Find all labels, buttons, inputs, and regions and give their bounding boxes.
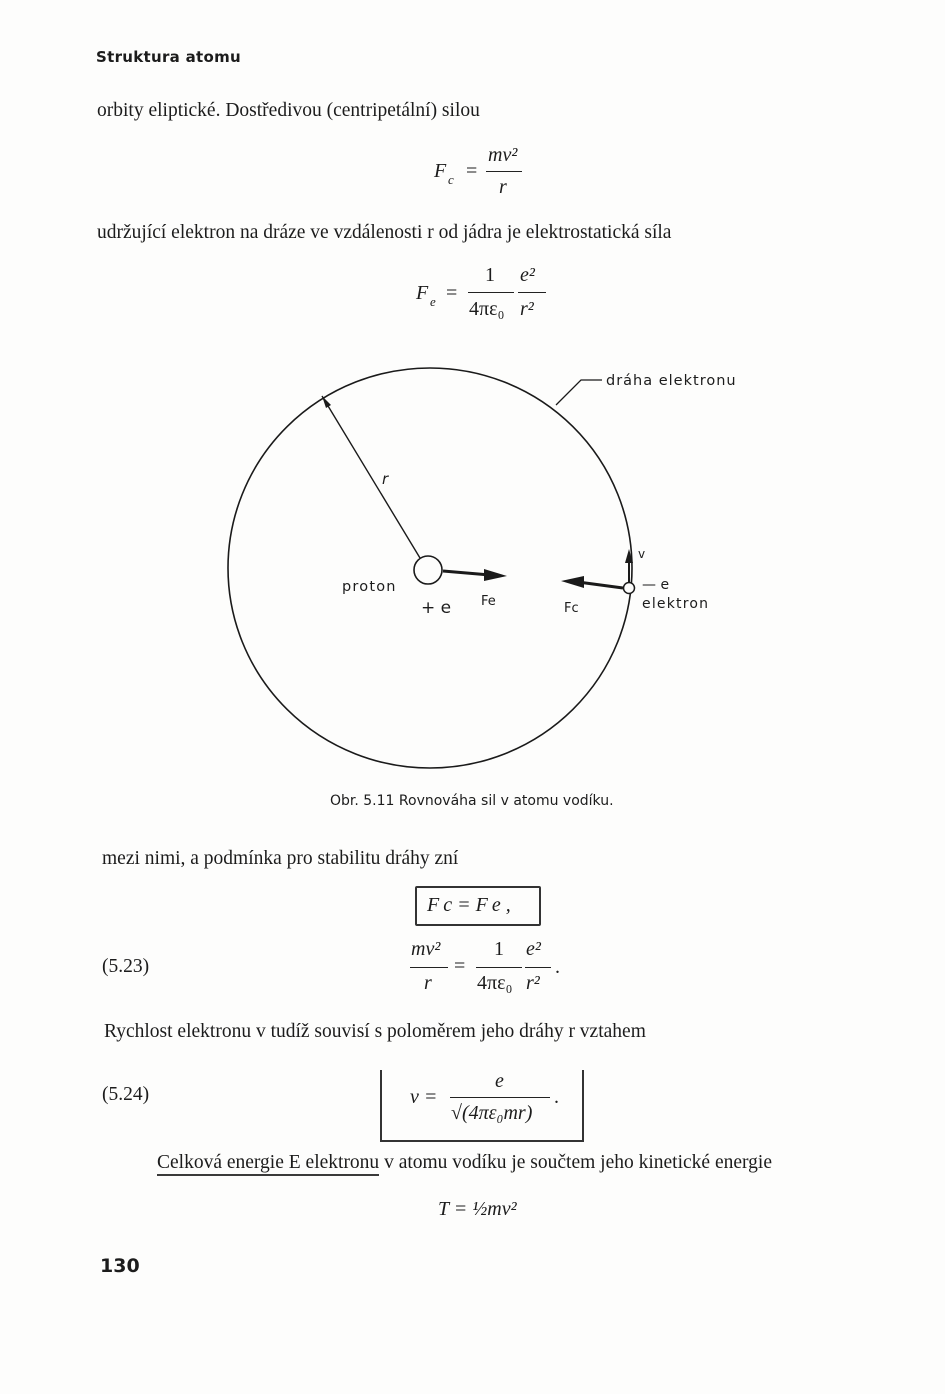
running-head: Struktura atomu xyxy=(96,48,242,66)
label-plus-e: + e xyxy=(421,598,452,618)
electron-circle xyxy=(624,583,635,594)
radius-line xyxy=(322,396,420,558)
page-number: 130 xyxy=(100,1255,140,1277)
fc-arrow-shaft xyxy=(578,582,623,588)
eq523-num3: e² xyxy=(526,938,541,960)
paragraph-5-rest: v atomu vodíku je součtem jeho kinetické energie xyxy=(379,1152,772,1173)
eq-5-24-label: (5.24) xyxy=(102,1084,150,1105)
orbit-label-leader xyxy=(556,380,602,405)
paragraph-1: orbity eliptické. Dostředivou (centripetální) silou xyxy=(97,100,480,121)
eq523-period: . xyxy=(555,956,560,978)
figure-hydrogen-atom xyxy=(0,350,945,790)
eq-fe-bar2 xyxy=(518,292,546,293)
equation-centripetal xyxy=(428,144,538,200)
eq-fc-lhs-sub: c xyxy=(448,172,454,187)
eq523-equals: = xyxy=(454,955,466,977)
eq523-num2: 1 xyxy=(494,938,504,960)
fc-arrowhead xyxy=(561,576,584,588)
eq523-den2: 4πε₀ xyxy=(477,972,513,994)
eq-fe-den1: 4πε₀ xyxy=(469,298,505,320)
eq523-den3: r² xyxy=(526,972,540,994)
eq-fe-den2: r² xyxy=(520,298,534,320)
label-minus-e: — e xyxy=(642,577,670,593)
eq523-bar2 xyxy=(476,967,522,968)
eq524-lhs: v = xyxy=(410,1086,438,1108)
eq524-numerator: e xyxy=(495,1070,504,1092)
radius-arrowhead xyxy=(322,396,331,408)
label-electron: elektron xyxy=(642,596,710,612)
label-r: r xyxy=(382,470,389,488)
eq-fc-fraction-bar xyxy=(486,171,522,172)
figure-caption: Obr. 5.11 Rovnováha sil v atomu vodíku. xyxy=(330,793,614,809)
eq-fe-equals: = xyxy=(446,282,458,304)
label-proton: proton xyxy=(342,579,397,595)
paragraph-2: udržující elektron na dráze ve vzdálenosti r od jádra je elektrostatická síla xyxy=(97,222,672,243)
paragraph-5 xyxy=(157,1152,772,1174)
boxed-equation xyxy=(415,886,541,926)
underlined-phrase: Celková energie E elektronu xyxy=(157,1152,379,1176)
fe-arrow-shaft xyxy=(443,571,490,575)
label-v: v xyxy=(638,547,646,561)
eq-5-23-label: (5.23) xyxy=(102,956,150,977)
eq-fe-bar1 xyxy=(468,292,514,293)
eq524-bar xyxy=(450,1097,550,1098)
eq524-period: . xyxy=(554,1086,559,1108)
eq523-bar1 xyxy=(410,967,448,968)
paragraph-4: Rychlost elektronu v tudíž souvisí s poloměrem jeho dráhy r vztahem xyxy=(104,1021,646,1042)
eq-fe-num1: 1 xyxy=(485,264,495,286)
equation-kinetic-energy: T = ½mv² xyxy=(438,1198,517,1220)
eq523-bar3 xyxy=(525,967,551,968)
eq523-num1: mv² xyxy=(411,938,441,960)
eq-fe-lhs: F xyxy=(416,282,429,304)
eq524-denominator: √(4πε₀mr) xyxy=(451,1102,533,1124)
eq-fc-numerator: mv² xyxy=(488,144,518,166)
eq-fc-equals: = xyxy=(466,160,478,182)
equation-electrostatic xyxy=(414,264,574,326)
eq-fe-lhs-sub: e xyxy=(430,294,436,309)
eq-fc-denominator: r xyxy=(499,176,507,198)
eq523-den1: r xyxy=(424,972,432,994)
paragraph-3: mezi nimi, a podmínka pro stabilitu dráhy zní xyxy=(102,848,459,869)
boxed-equation-text: F c = F e , xyxy=(427,894,511,916)
label-fc: Fc xyxy=(564,601,579,616)
label-fe: Fe xyxy=(481,594,496,609)
fe-arrowhead xyxy=(484,569,507,581)
eq-fe-num2: e² xyxy=(520,264,535,286)
equation-5-23 xyxy=(408,938,578,998)
eq-fc-lhs: F xyxy=(434,160,447,182)
proton-circle xyxy=(414,556,442,584)
label-orbit: dráha elektronu xyxy=(606,373,737,389)
equation-5-24-box xyxy=(380,1070,584,1142)
